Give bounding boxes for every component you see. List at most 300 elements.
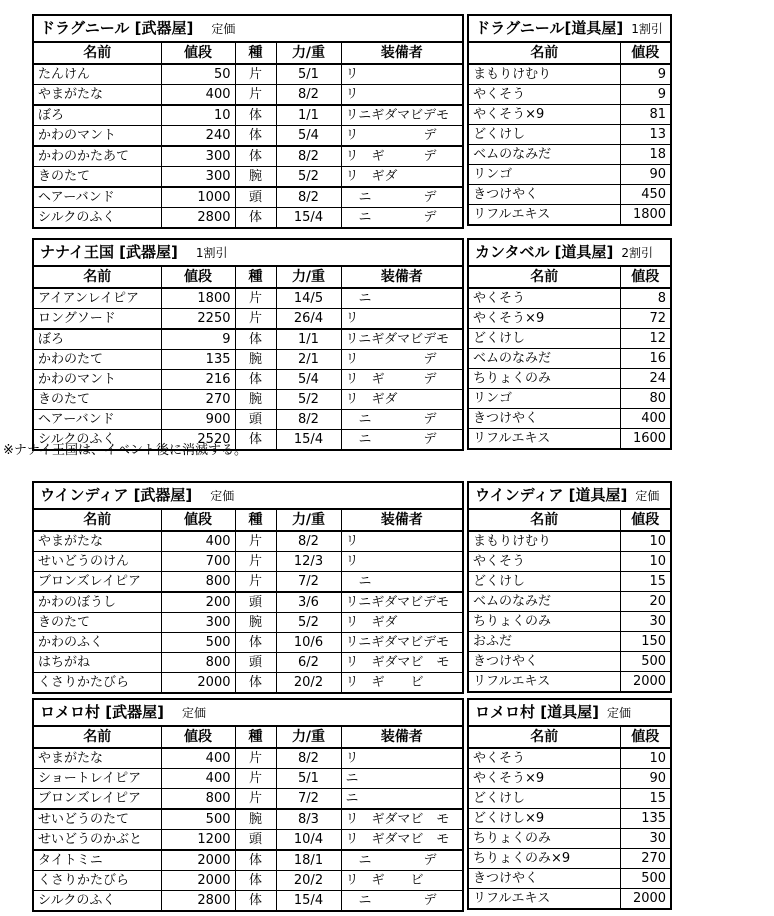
col-header-name: 名前	[468, 42, 620, 64]
power-weight-cell: 8/2	[276, 410, 341, 430]
item-price-cell: 2000	[161, 673, 235, 694]
col-header-name: 名前	[33, 266, 161, 288]
table-row	[33, 789, 463, 810]
table-row	[33, 572, 463, 593]
item-name-cell: リフルエキス	[468, 429, 620, 450]
equip-chars-cell: ニ デ	[341, 850, 463, 871]
gear-type-cell: 体	[235, 126, 276, 147]
table-row	[468, 769, 671, 789]
table-row	[468, 531, 671, 552]
gear-type-cell: 体	[235, 430, 276, 451]
item-price-cell: 135	[161, 350, 235, 370]
col-header-equip: 装備者	[341, 42, 463, 64]
table-row	[468, 869, 671, 889]
item-name-cell: はちがね	[33, 653, 161, 673]
col-header-equip: 装備者	[341, 509, 463, 531]
table-row	[33, 633, 463, 653]
power-weight-cell: 7/2	[276, 789, 341, 810]
gear-type-cell: 体	[235, 633, 276, 653]
equip-chars-cell: リ ギ ビ	[341, 871, 463, 891]
gear-type-cell: 片	[235, 552, 276, 572]
table-row	[33, 809, 463, 830]
table-row	[468, 829, 671, 849]
table-row	[33, 592, 463, 613]
item-name-cell: やくそう	[468, 288, 620, 309]
item-name-cell: たんけん	[33, 64, 161, 85]
gear-type-cell: 体	[235, 329, 276, 350]
item-price-cell: 2000	[620, 889, 671, 910]
gear-type-cell: 体	[235, 146, 276, 167]
price-policy-label: 定価	[635, 489, 660, 503]
item-price-cell: 20	[620, 592, 671, 612]
table-title-row	[468, 699, 671, 726]
gear-type-cell: 体	[235, 208, 276, 229]
gear-type-cell: 腕	[235, 809, 276, 830]
gear-type-cell: 片	[235, 748, 276, 769]
item-price-cell: 2800	[161, 208, 235, 229]
item-name-cell: アイアンレイピア	[33, 288, 161, 309]
gear-type-cell: 体	[235, 891, 276, 912]
item-price-cell: 900	[161, 410, 235, 430]
equip-chars-cell: リ ギダ	[341, 390, 463, 410]
table-row	[33, 126, 463, 147]
price-policy-label: 定価	[606, 706, 631, 720]
item-price-cell: 400	[161, 531, 235, 552]
item-price-cell: 216	[161, 370, 235, 390]
gear-type-cell: 腕	[235, 350, 276, 370]
power-weight-cell: 10/6	[276, 633, 341, 653]
table-row	[468, 125, 671, 145]
equip-chars-cell: リニギダマビデモ	[341, 592, 463, 613]
item-name-cell: やくそう	[468, 748, 620, 769]
col-header-type: 種	[235, 509, 276, 531]
item-price-cell: 135	[620, 809, 671, 829]
item-name-cell: きのたて	[33, 167, 161, 188]
item-name-cell: やくそう×9	[468, 309, 620, 329]
gear-type-cell: 片	[235, 769, 276, 789]
col-header-name: 名前	[33, 726, 161, 748]
table-row	[33, 769, 463, 789]
item-name-cell: やくそう×9	[468, 105, 620, 125]
col-header-name: 名前	[33, 509, 161, 531]
item-name-cell: かわのマント	[33, 126, 161, 147]
gear-type-cell: 片	[235, 85, 276, 106]
gear-type-cell: 片	[235, 572, 276, 593]
table-row	[468, 789, 671, 809]
col-header-price: 値段	[620, 266, 671, 288]
item-name-cell: ベムのなみだ	[468, 145, 620, 165]
price-policy-label: 定価	[181, 706, 206, 720]
equip-chars-cell: リ	[341, 552, 463, 572]
table-row	[33, 830, 463, 851]
item-name-cell: やまがたな	[33, 85, 161, 106]
table-row	[33, 390, 463, 410]
column-header-row	[33, 42, 463, 64]
item-price-cell: 400	[620, 409, 671, 429]
gear-type-cell: 体	[235, 871, 276, 891]
item-price-cell: 72	[620, 309, 671, 329]
item-name-cell: せいどうのかぶと	[33, 830, 161, 851]
item-price-cell: 1600	[620, 429, 671, 450]
col-header-price: 値段	[161, 266, 235, 288]
item-name-cell: リフルエキス	[468, 889, 620, 910]
item-name-cell: ちりょくのみ	[468, 369, 620, 389]
item-name-cell: シルクのふく	[33, 208, 161, 229]
item-price-cell: 500	[620, 869, 671, 889]
power-weight-cell: 26/4	[276, 309, 341, 330]
item-name-cell: どくけし×9	[468, 809, 620, 829]
item-price-cell: 270	[620, 849, 671, 869]
equip-chars-cell: ニ	[341, 288, 463, 309]
table-row	[468, 288, 671, 309]
item-price-cell: 9	[620, 64, 671, 85]
item-name-cell: きつけやく	[468, 869, 620, 889]
item-name-cell: ちりょくのみ×9	[468, 849, 620, 869]
col-header-name: 名前	[33, 42, 161, 64]
shop-title: ドラグニール [武器屋]	[40, 19, 194, 37]
table-row	[33, 531, 463, 552]
table-row	[468, 632, 671, 652]
item-name-cell: ベムのなみだ	[468, 592, 620, 612]
item-name-cell: かわのマント	[33, 370, 161, 390]
gear-type-cell: 体	[235, 105, 276, 126]
item-price-cell: 12	[620, 329, 671, 349]
col-header-price: 値段	[620, 509, 671, 531]
power-weight-cell: 7/2	[276, 572, 341, 593]
item-name-cell: おふだ	[468, 632, 620, 652]
item-price-cell: 500	[161, 809, 235, 830]
column-header-row	[468, 726, 671, 748]
power-weight-cell: 20/2	[276, 673, 341, 694]
item-price-cell: 400	[161, 769, 235, 789]
table-row	[468, 849, 671, 869]
table-row	[468, 185, 671, 205]
table-row	[33, 105, 463, 126]
item-price-cell: 300	[161, 167, 235, 188]
gear-type-cell: 体	[235, 850, 276, 871]
table-row	[468, 205, 671, 226]
item-name-cell: どくけし	[468, 572, 620, 592]
item-price-cell: 240	[161, 126, 235, 147]
table-row	[33, 748, 463, 769]
table-row	[468, 748, 671, 769]
item-price-cell: 300	[161, 613, 235, 633]
table-row	[468, 612, 671, 632]
item-price-cell: 2000	[161, 850, 235, 871]
item-price-cell: 90	[620, 165, 671, 185]
table-row	[33, 410, 463, 430]
table-row	[33, 288, 463, 309]
power-weight-cell: 14/5	[276, 288, 341, 309]
item-name-cell: ちりょくのみ	[468, 829, 620, 849]
item-price-cell: 10	[620, 552, 671, 572]
table-title-row	[33, 482, 463, 509]
table-title-row	[33, 239, 463, 266]
table-row	[33, 309, 463, 330]
power-weight-cell: 5/4	[276, 126, 341, 147]
shop-section-dragnier	[32, 14, 672, 229]
col-header-equip: 装備者	[341, 726, 463, 748]
item-name-cell: かわのぼうし	[33, 592, 161, 613]
table-row	[468, 145, 671, 165]
item-price-cell: 18	[620, 145, 671, 165]
item-price-cell: 300	[161, 146, 235, 167]
table-row	[468, 889, 671, 910]
nanai-kingdom-footnote: ※ナナイ王国は、イベント後に消滅する。	[3, 443, 247, 458]
item-price-cell: 800	[161, 789, 235, 810]
equip-chars-cell: ニ デ	[341, 430, 463, 451]
shop-title: ドラグニール[道具屋]	[475, 19, 624, 37]
price-policy-label: 2割引	[621, 246, 654, 260]
item-price-cell: 2520	[161, 430, 235, 451]
item-name-cell: きつけやく	[468, 652, 620, 672]
equip-chars-cell: リ ギダ	[341, 167, 463, 188]
power-weight-cell: 12/3	[276, 552, 341, 572]
table-row	[33, 350, 463, 370]
equip-chars-cell: リ ギダ	[341, 613, 463, 633]
power-weight-cell: 8/2	[276, 85, 341, 106]
item-price-cell: 500	[161, 633, 235, 653]
power-weight-cell: 6/2	[276, 653, 341, 673]
equip-chars-cell: リ	[341, 85, 463, 106]
item-price-cell: 1800	[161, 288, 235, 309]
table-row	[33, 871, 463, 891]
shop-title: ロメロ村 [武器屋]	[40, 703, 164, 721]
item-name-cell: ロングソード	[33, 309, 161, 330]
table-row	[468, 389, 671, 409]
col-header-name: 名前	[468, 726, 620, 748]
column-header-row	[33, 266, 463, 288]
item-price-cell: 24	[620, 369, 671, 389]
column-header-row	[33, 509, 463, 531]
gear-type-cell: 体	[235, 673, 276, 694]
item-price-cell: 150	[620, 632, 671, 652]
col-header-type: 種	[235, 266, 276, 288]
shop-title: ウインディア [武器屋]	[40, 486, 193, 504]
item-name-cell: ショートレイピア	[33, 769, 161, 789]
shop-section-windia	[32, 481, 672, 694]
item-name-cell: リフルエキス	[468, 672, 620, 693]
table-title-row	[468, 482, 671, 509]
col-header-type: 種	[235, 726, 276, 748]
table-row	[33, 208, 463, 229]
power-weight-cell: 8/2	[276, 187, 341, 208]
item-price-cell: 8	[620, 288, 671, 309]
col-header-power-weight: 力/重	[276, 42, 341, 64]
item-name-cell: かわのかたあて	[33, 146, 161, 167]
item-price-cell: 400	[161, 85, 235, 106]
table-row	[33, 85, 463, 106]
item-name-cell: リフルエキス	[468, 205, 620, 226]
item-price-cell: 800	[161, 572, 235, 593]
item-price-cell: 10	[161, 105, 235, 126]
item-name-cell: せいどうのけん	[33, 552, 161, 572]
table-row	[468, 652, 671, 672]
item-price-cell: 30	[620, 612, 671, 632]
gear-type-cell: 腕	[235, 167, 276, 188]
equip-chars-cell: リニギダマビデモ	[341, 633, 463, 653]
table-row	[468, 349, 671, 369]
item-price-cell: 90	[620, 769, 671, 789]
table-row	[468, 809, 671, 829]
col-header-equip: 装備者	[341, 266, 463, 288]
col-header-price: 値段	[161, 509, 235, 531]
equip-chars-cell: リニギダマビデモ	[341, 329, 463, 350]
item-name-cell: シルクのふく	[33, 891, 161, 912]
equip-chars-cell: リ ギダマビ モ	[341, 830, 463, 851]
item-name-cell: まもりけむり	[468, 64, 620, 85]
equip-chars-cell: リ ギダマビ モ	[341, 653, 463, 673]
table-row	[468, 369, 671, 389]
item-shop-table	[467, 698, 672, 910]
item-price-cell: 200	[161, 592, 235, 613]
item-price-cell: 1000	[161, 187, 235, 208]
equip-chars-cell: ニ デ	[341, 187, 463, 208]
equip-chars-cell: リ	[341, 309, 463, 330]
equip-chars-cell: リ	[341, 64, 463, 85]
table-row	[33, 850, 463, 871]
item-price-cell: 9	[620, 85, 671, 105]
item-name-cell: ちりょくのみ	[468, 612, 620, 632]
column-header-row	[468, 42, 671, 64]
col-header-price: 値段	[620, 726, 671, 748]
power-weight-cell: 8/2	[276, 146, 341, 167]
equip-chars-cell: リ ギ ビ	[341, 673, 463, 694]
item-price-cell: 15	[620, 789, 671, 809]
equip-chars-cell: ニ デ	[341, 410, 463, 430]
shop-section-nanai	[32, 238, 672, 451]
power-weight-cell: 15/4	[276, 208, 341, 229]
item-price-cell: 10	[620, 748, 671, 769]
table-row	[468, 592, 671, 612]
item-name-cell: どくけし	[468, 329, 620, 349]
item-shop-table	[467, 481, 672, 693]
power-weight-cell: 8/2	[276, 531, 341, 552]
item-shop-table	[467, 14, 672, 226]
item-price-cell: 800	[161, 653, 235, 673]
col-header-power-weight: 力/重	[276, 266, 341, 288]
gear-type-cell: 体	[235, 370, 276, 390]
power-weight-cell: 20/2	[276, 871, 341, 891]
item-price-cell: 13	[620, 125, 671, 145]
power-weight-cell: 1/1	[276, 105, 341, 126]
equip-chars-cell: リ	[341, 748, 463, 769]
table-row	[33, 146, 463, 167]
weapon-shop-table	[32, 481, 464, 694]
equip-chars-cell: リ	[341, 531, 463, 552]
item-name-cell: まもりけむり	[468, 531, 620, 552]
shop-title: ロメロ村 [道具屋]	[475, 703, 599, 721]
item-price-cell: 30	[620, 829, 671, 849]
table-title-row	[33, 699, 463, 726]
power-weight-cell: 5/1	[276, 64, 341, 85]
item-name-cell: やくそう	[468, 552, 620, 572]
col-header-price: 値段	[161, 726, 235, 748]
item-price-cell: 700	[161, 552, 235, 572]
item-name-cell: ヘアーバンド	[33, 187, 161, 208]
shop-title: ナナイ王国 [武器屋]	[40, 243, 178, 261]
item-name-cell: リンゴ	[468, 165, 620, 185]
gear-type-cell: 腕	[235, 390, 276, 410]
item-name-cell: ぼろ	[33, 329, 161, 350]
power-weight-cell: 15/4	[276, 891, 341, 912]
item-name-cell: ブロンズレイピア	[33, 572, 161, 593]
item-price-cell: 2000	[161, 871, 235, 891]
table-row	[33, 891, 463, 912]
item-price-cell: 16	[620, 349, 671, 369]
table-row	[468, 105, 671, 125]
item-price-cell: 15	[620, 572, 671, 592]
item-name-cell: どくけし	[468, 125, 620, 145]
table-row	[33, 653, 463, 673]
power-weight-cell: 10/4	[276, 830, 341, 851]
item-name-cell: やくそう	[468, 85, 620, 105]
power-weight-cell: 5/2	[276, 167, 341, 188]
item-price-cell: 2250	[161, 309, 235, 330]
table-title-row	[33, 15, 463, 42]
item-name-cell: くさりかたびら	[33, 673, 161, 694]
item-name-cell: シルクのふく	[33, 430, 161, 451]
item-price-cell: 270	[161, 390, 235, 410]
shop-section-romero	[32, 698, 672, 912]
item-name-cell: かわのたて	[33, 350, 161, 370]
item-shop-table	[467, 238, 672, 450]
table-row	[468, 309, 671, 329]
table-row	[33, 64, 463, 85]
item-name-cell: リンゴ	[468, 389, 620, 409]
col-header-power-weight: 力/重	[276, 509, 341, 531]
table-row	[33, 167, 463, 188]
item-name-cell: くさりかたびら	[33, 871, 161, 891]
item-name-cell: やくそう×9	[468, 769, 620, 789]
equip-chars-cell: リ ギダマビ モ	[341, 809, 463, 830]
shop-title: ウインディア [道具屋]	[475, 486, 628, 504]
item-price-cell: 9	[161, 329, 235, 350]
table-row	[468, 64, 671, 85]
power-weight-cell: 5/2	[276, 390, 341, 410]
item-name-cell: ブロンズレイピア	[33, 789, 161, 810]
item-name-cell: タイトミニ	[33, 850, 161, 871]
table-row	[33, 613, 463, 633]
equip-chars-cell: ニ デ	[341, 891, 463, 912]
table-row	[468, 429, 671, 450]
column-header-row	[468, 266, 671, 288]
item-name-cell: きのたて	[33, 390, 161, 410]
column-header-row	[33, 726, 463, 748]
gear-type-cell: 腕	[235, 613, 276, 633]
item-price-cell: 50	[161, 64, 235, 85]
item-price-cell: 80	[620, 389, 671, 409]
item-name-cell: どくけし	[468, 789, 620, 809]
power-weight-cell: 8/3	[276, 809, 341, 830]
equip-chars-cell: ニ	[341, 769, 463, 789]
table-row	[33, 673, 463, 694]
gear-type-cell: 頭	[235, 187, 276, 208]
col-header-name: 名前	[468, 266, 620, 288]
gear-type-cell: 頭	[235, 410, 276, 430]
power-weight-cell: 15/4	[276, 430, 341, 451]
item-price-cell: 1800	[620, 205, 671, 226]
equip-chars-cell: リ ギ デ	[341, 146, 463, 167]
price-policy-label: 1割引	[195, 246, 228, 260]
table-row	[33, 329, 463, 350]
table-row	[468, 552, 671, 572]
weapon-shop-table	[32, 14, 464, 229]
power-weight-cell: 18/1	[276, 850, 341, 871]
item-price-cell: 10	[620, 531, 671, 552]
shop-title: カンタベル [道具屋]	[475, 243, 614, 261]
power-weight-cell: 3/6	[276, 592, 341, 613]
